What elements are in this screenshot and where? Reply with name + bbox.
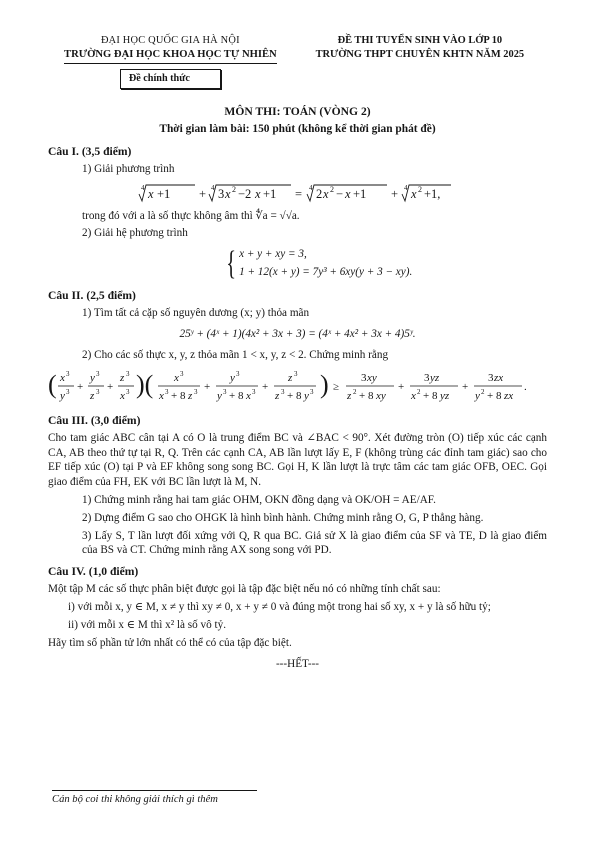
svg-text:x: x [174,371,179,384]
svg-text:3: 3 [66,369,70,378]
official-badge: Đề chính thức [120,69,221,89]
svg-text:zx: zx [494,371,504,384]
svg-text:)(: )( [136,369,154,399]
q4-condition-1: i) với mỗi x, y ∈ M, x ≠ y thì xy ≠ 0, x + y ≠ 0 và đúng một trong hai số xy, x + y là số hữu tỷ; [68,601,491,614]
svg-text:3: 3 [281,387,285,396]
svg-text:3: 3 [294,369,298,378]
svg-text:2: 2 [353,387,357,396]
svg-text:): ) [320,369,329,399]
svg-text:3: 3 [252,387,256,396]
svg-text:x: x [411,389,416,402]
header-right [293,34,547,89]
header-left [48,34,293,89]
svg-text:x: x [322,186,329,201]
exam-title: ĐỀ THI TUYỂN SINH VÀO LỚP 10 [337,35,503,46]
svg-text:+ 8: + 8 [359,389,374,402]
svg-text:xy: xy [367,371,377,384]
svg-text:3: 3 [96,369,100,378]
svg-text:≥: ≥ [333,380,340,393]
svg-text:+ 8: + 8 [423,389,438,402]
end-mark: ---HẾT--- [275,657,320,670]
svg-text:=: = [294,186,302,201]
svg-text:+1,: +1, [423,186,440,201]
q2-inequality [48,367,547,407]
svg-text:x: x [344,186,351,201]
question-3-title: Câu III. (3,0 điểm) [48,413,141,427]
svg-text:3: 3 [126,387,130,396]
svg-text:4: 4 [308,183,312,192]
svg-text:z: z [188,389,193,402]
svg-text:x: x [159,389,164,402]
svg-text:+: + [262,380,269,393]
svg-text:x: x [224,186,231,201]
svg-text:+ 8: + 8 [171,389,186,402]
q1-system [88,246,547,282]
svg-text:4: 4 [210,183,214,192]
svg-text:+1: +1 [352,186,366,201]
svg-text:+ 8: + 8 [487,389,502,402]
q2-part2-label: 2) Cho các số thực x, y, z thỏa mãn 1 < x, y, z < 2. Chứng minh rằng [82,348,389,361]
svg-text:z: z [275,389,280,402]
svg-text:−2: −2 [237,186,251,201]
svg-text:+: + [107,380,114,393]
svg-text:3: 3 [310,387,314,396]
q4-intro: Một tập M các số thực phân biệt được gọi là tập đặc biệt nếu nó có những tính chất sau: [48,583,441,596]
q3-part3: 3) Lấy S, T lần lượt đối xứng với Q, R qua BC. Giả sử X là giao điểm của SF và TE, D là giao điểm của BS và CT. Chứng minh rằng AX song song với PD. [82,529,547,557]
question-1-title: Câu I. (3,5 điểm) [48,144,132,158]
university-name: ĐẠI HỌC QUỐC GIA HÀ NỘI [100,35,240,46]
svg-text:y: y [475,389,480,402]
svg-text:3: 3 [488,371,494,384]
q3-part2: 2) Dựng điểm G sao cho OHGK là hình bình hành. Chứng minh rằng O, G, P thẳng hàng. [82,511,484,524]
q2-part1-label: 1) Tìm tất cả cặp số nguyên dương (x; y) thỏa mãn [82,307,310,320]
svg-text:2: 2 [329,184,334,194]
svg-text:y: y [90,371,95,384]
svg-text:yz: yz [430,371,440,384]
svg-text:zx: zx [504,389,514,402]
svg-text:z: z [347,389,352,402]
svg-text:+ 8: + 8 [229,389,244,402]
q1-part2-label: 2) Giải hệ phương trình [82,227,188,240]
svg-text:2: 2 [481,387,485,396]
q1-equation [133,181,463,205]
svg-text:z: z [120,371,125,384]
school-name: TRƯỜNG ĐẠI HỌC KHOA HỌC TỰ NHIÊN [64,48,277,64]
svg-text:+: + [462,380,469,393]
svg-text:xy: xy [376,389,386,402]
svg-text:3: 3 [180,369,184,378]
svg-text:+: + [398,380,405,393]
system-row-1: x + y + xy = 3, [239,248,307,261]
svg-text:x: x [246,389,251,402]
svg-text:+1: +1 [262,186,276,201]
svg-text:+ 8: + 8 [287,389,302,402]
time-limit: Thời gian làm bài: 150 phút (không kể thời gian phát đề) [159,123,436,136]
svg-text:.: . [524,380,527,393]
svg-text:3: 3 [223,387,227,396]
q4-condition-2: ii) với mỗi x ∈ M thì x² là số vô tỷ. [68,619,227,632]
q4-ask: Hãy tìm số phần tử lớn nhất có thể có của tập đặc biệt. [48,636,292,649]
q2-part1-equation: 25ʸ + (4ˣ + 1)(4x² + 3x + 3) = (4ˣ + 4x² + 3x + 4)5ʸ. [179,328,416,341]
svg-text:+: + [390,186,398,201]
svg-text:+: + [204,380,211,393]
svg-text:3: 3 [96,387,100,396]
svg-text:3: 3 [236,369,240,378]
q1-part1-label: 1) Giải phương trình [82,162,175,175]
svg-text:y: y [304,389,309,402]
svg-text:x: x [60,371,65,384]
svg-text:+: + [77,380,84,393]
svg-text:x: x [254,186,261,201]
svg-text:4: 4 [403,183,407,192]
svg-text:z: z [288,371,293,384]
svg-text:y: y [230,371,235,384]
footer-divider [52,790,257,791]
svg-text:y: y [60,389,65,402]
header [48,34,547,89]
svg-text:(: ( [48,369,57,399]
svg-text:3: 3 [424,371,430,384]
svg-text:2: 2 [315,186,322,201]
q3-intro: Cho tam giác ABC cân tại A có O là trung điểm BC và ∠BAC < 90°. Xét đường tròn (O) tiếp xúc các cạnh CA, AB theo thứ tự tại R, Q. Trên các cạnh CA, AB lần lượt lấy E, F (không trùng các đỉnh tam giác) sao cho EF tiếp xúc (O) tại P và EF không song song BC. Gọi H, K lần lượt là trực tâm các tam giác OFB, OEC. Gọi giao điểm của FH, EK với BC lần lượt là M, N. [48,431,547,489]
question-2-title: Câu II. (2,5 điểm) [48,288,136,302]
svg-text:+1: +1 [156,186,170,201]
q3-part1: 1) Chứng minh rằng hai tam giác OHM, OKN đồng dạng và OK/OH = AE/AF. [82,494,436,507]
system-brace-icon: { [226,245,236,283]
svg-text:z: z [90,389,95,402]
svg-text:2: 2 [231,184,236,194]
footer-text: Cán bộ coi thi không giải thích gì thêm [52,794,218,805]
question-4-title: Câu IV. (1,0 điểm) [48,565,139,579]
svg-text:x: x [147,186,154,201]
q1-part1-note: trong đó với a là số thực không âm thì ∜a = √√a. [82,209,300,222]
svg-text:yz: yz [440,389,450,402]
svg-text:3: 3 [217,186,224,201]
svg-text:x: x [120,389,125,402]
svg-text:3: 3 [165,387,169,396]
svg-text:2: 2 [417,387,421,396]
svg-text:+: + [198,186,206,201]
svg-text:−: − [335,186,343,201]
svg-text:2: 2 [417,184,422,194]
subject-title: MÔN THI: TOÁN (VÒNG 2) [224,105,371,119]
svg-text:x: x [410,186,417,201]
svg-text:4: 4 [140,183,144,192]
footer-note [52,790,257,807]
svg-text:3: 3 [194,387,198,396]
svg-text:3: 3 [361,371,367,384]
exam-school: TRƯỜNG THPT CHUYÊN KHTN NĂM 2025 [315,48,525,60]
svg-text:y: y [217,389,222,402]
system-row-2: 1 + 12(x + y) = 7y³ + 6xy(y + 3 − xy). [239,266,413,279]
svg-text:3: 3 [66,387,70,396]
svg-text:3: 3 [126,369,130,378]
